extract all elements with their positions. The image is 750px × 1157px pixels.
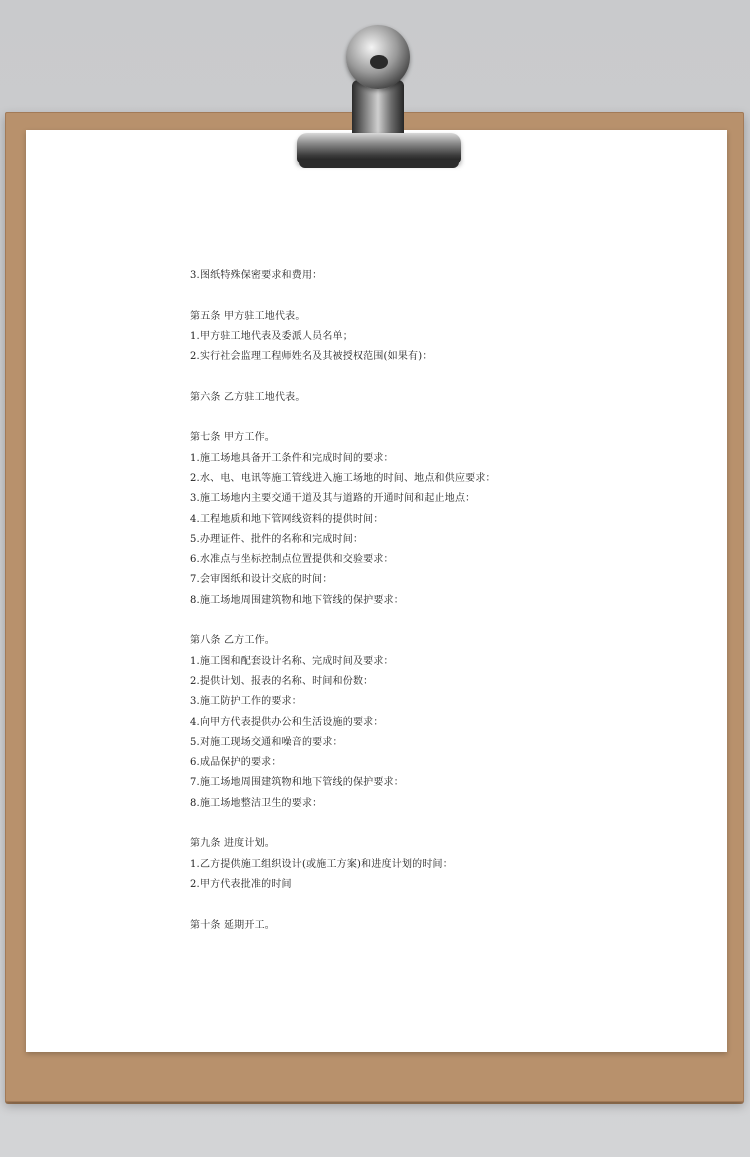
section-heading: 第七条 甲方工作。 (190, 432, 275, 444)
clause-line: 8.施工场地周围建筑物和地下管线的保护要求： (190, 594, 404, 606)
clause-line: 1.乙方提供施工组织设计(或施工方案)和进度计划的时间： (190, 858, 453, 870)
clause-line: 2.实行社会监理工程师姓名及其被授权范围(如果有)： (190, 351, 433, 363)
section-gap (190, 814, 670, 834)
section-heading: 第六条 乙方驻工地代表。 (190, 391, 306, 403)
section-gap (190, 367, 670, 387)
clause-line: 2.甲方代表批准的时间 (190, 878, 292, 890)
clause-line: 5.对施工现场交通和噪音的要求： (190, 736, 343, 748)
clause-line: 7.会审图纸和设计交底的时间： (190, 574, 333, 586)
section-gap (190, 408, 670, 428)
section-heading: 第九条 进度计划。 (190, 838, 275, 850)
clause-line: 3.施工防护工作的要求： (190, 696, 302, 708)
section-heading: 第五条 甲方驻工地代表。 (190, 310, 306, 322)
clause-line: 1.施工图和配套设计名称、完成时间及要求： (190, 655, 394, 667)
clause-line: 1.甲方驻工地代表及委派人员名单； (190, 330, 353, 342)
clause-line: 6.水准点与坐标控制点位置提供和交验要求： (190, 554, 394, 566)
clause-line: 3.图纸特殊保密要求和费用： (190, 270, 323, 281)
section-gap (190, 895, 670, 915)
clause-line: 8.施工场地整洁卫生的要求： (190, 797, 323, 809)
section-heading: 第十条 延期开工。 (190, 919, 275, 931)
section-gap (190, 611, 670, 631)
section-heading: 第八条 乙方工作。 (190, 635, 275, 647)
clause-line: 2.提供计划、报表的名称、时间和份数： (190, 675, 374, 687)
clause-line: 6.成品保护的要求： (190, 757, 282, 769)
clause-line: 5.办理证件、批件的名称和完成时间： (190, 533, 364, 545)
clause-line: 2.水、电、电讯等施工管线进入施工场地的时间、地点和供应要求： (190, 472, 496, 484)
clause-line: 3.施工场地内主要交通干道及其与道路的开通时间和起止地点： (190, 493, 476, 505)
section-gap (190, 286, 670, 306)
clause-line: 1.施工场地具备开工条件和完成时间的要求： (190, 452, 394, 464)
clause-line: 7.施工场地周围建筑物和地下管线的保护要求： (190, 777, 404, 789)
document-body (190, 266, 670, 936)
clause-line: 4.工程地质和地下管网线资料的提供时间： (190, 513, 384, 525)
clause-line: 4.向甲方代表提供办公和生活设施的要求： (190, 716, 384, 728)
